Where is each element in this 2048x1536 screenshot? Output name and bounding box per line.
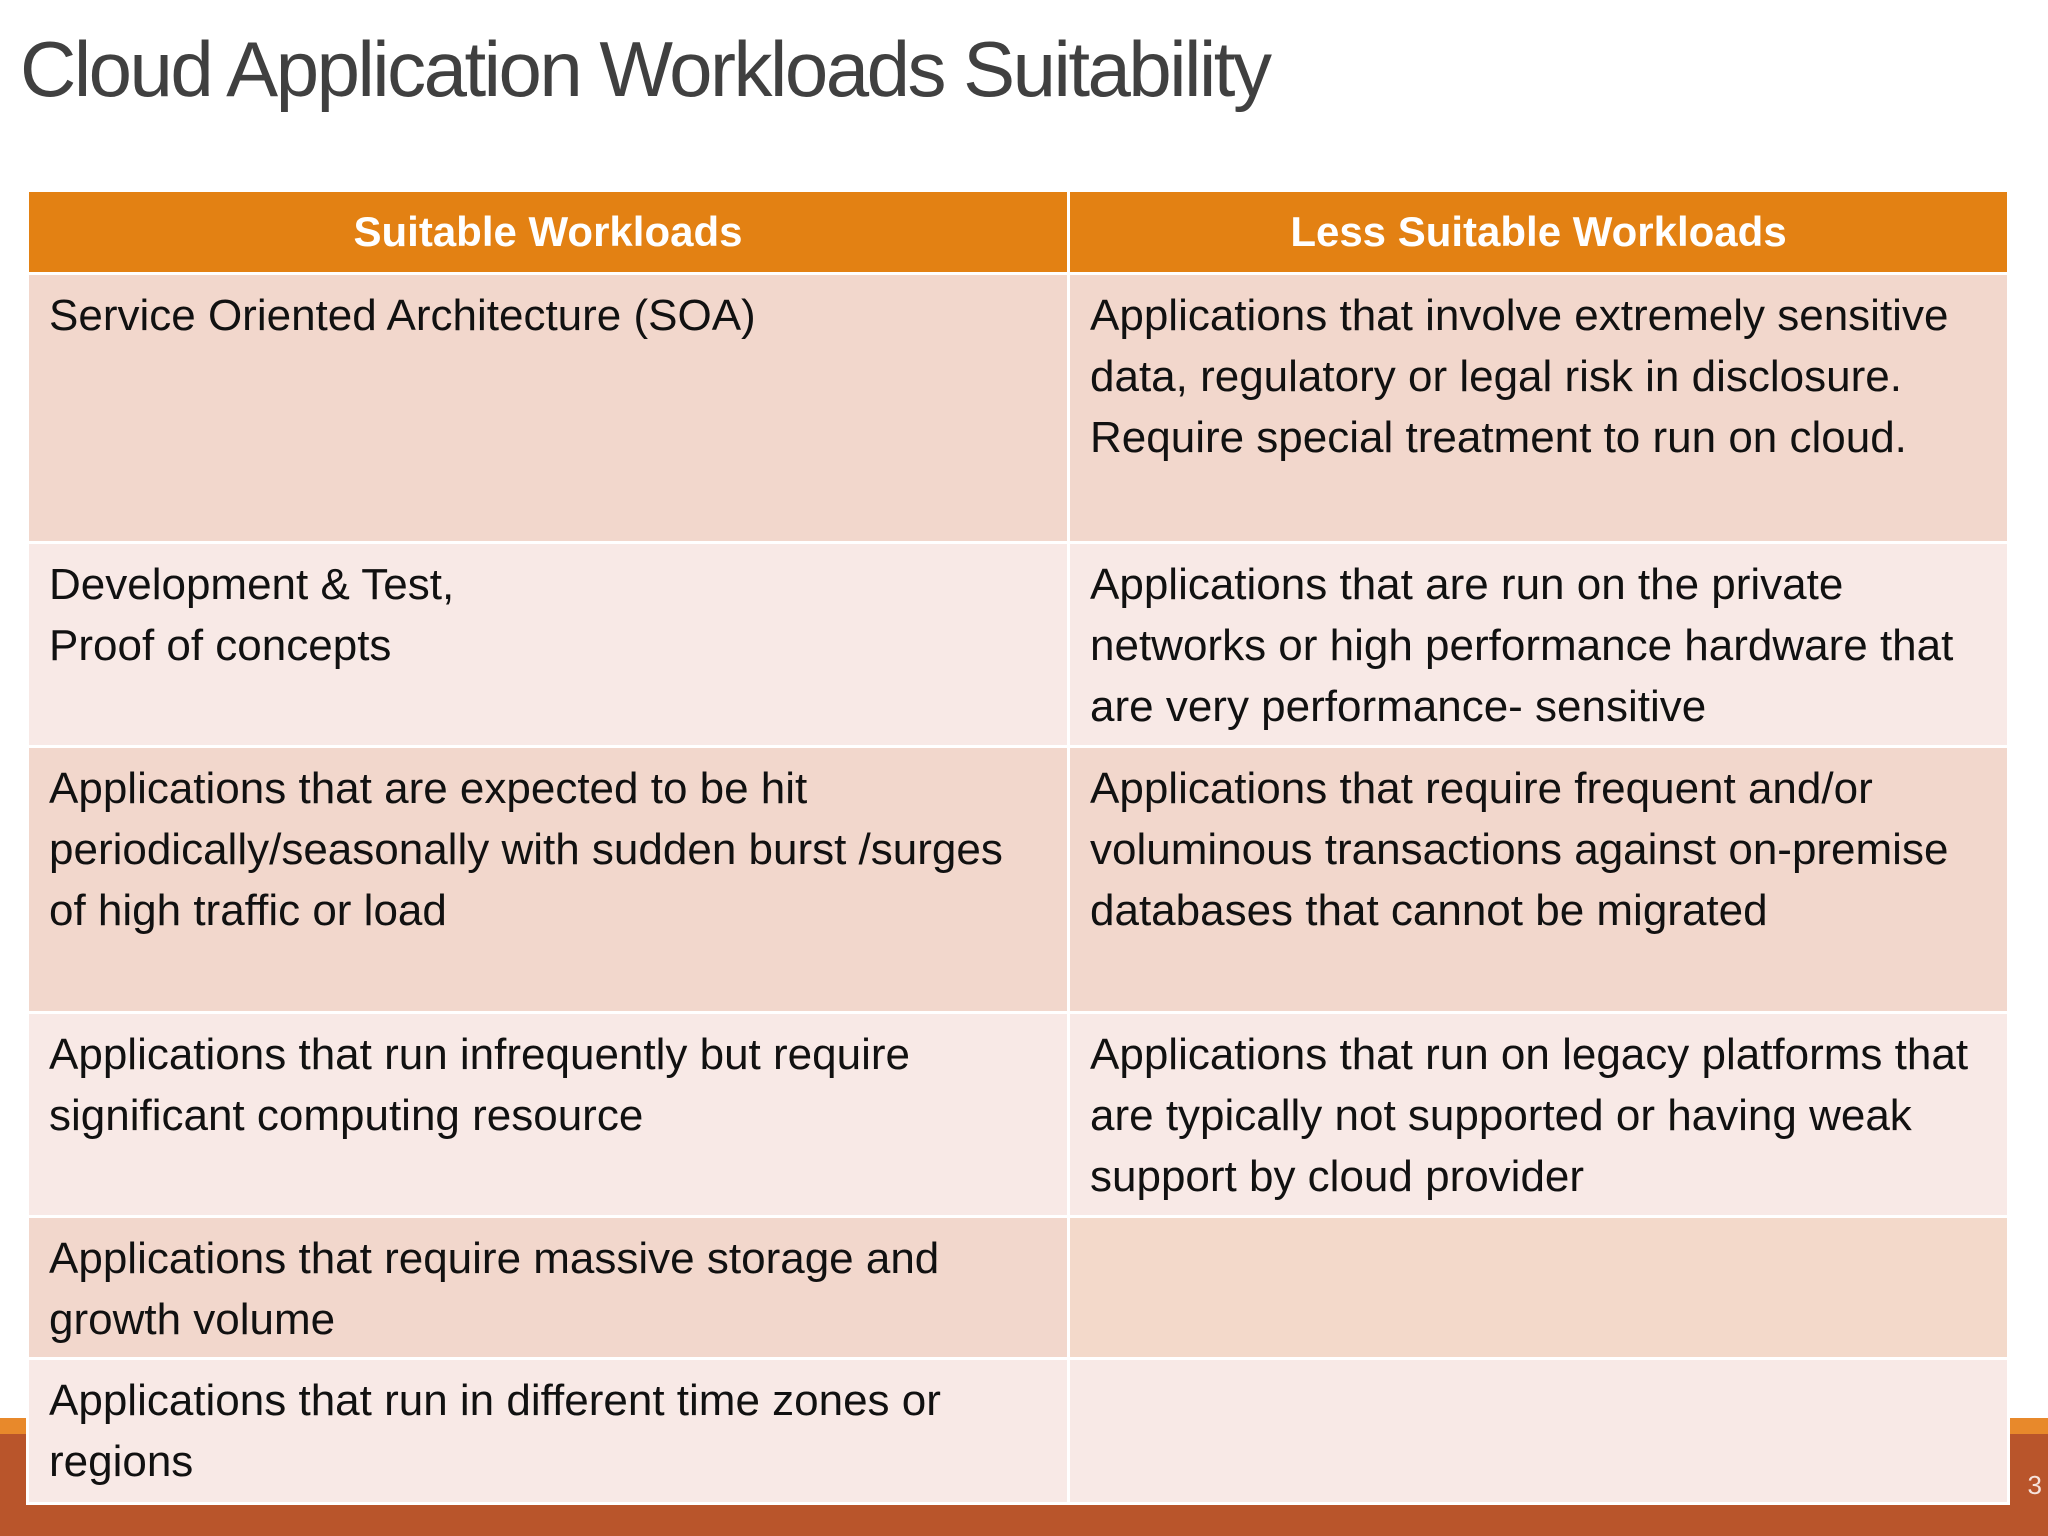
header-less-suitable-workloads: Less Suitable Workloads <box>1069 191 2009 274</box>
header-suitable-workloads: Suitable Workloads <box>28 191 1069 274</box>
table-row <box>28 1217 2009 1359</box>
workloads-table <box>26 189 2010 1505</box>
table-row <box>28 1013 2009 1217</box>
page-number: 3 <box>2027 1470 2042 1500</box>
suitable-cell <box>28 543 1069 747</box>
table-header-row <box>28 191 2009 274</box>
slide-title: Cloud Application Workloads Suitability <box>20 25 1270 113</box>
less-suitable-cell: Applications that run on legacy platforms that are typically not supported or having weak support by cloud provider <box>1069 1013 2009 1217</box>
suitable-cell-line: Development & Test, Proof of concepts <box>49 560 455 670</box>
table-row <box>28 543 2009 747</box>
table-row <box>28 274 2009 543</box>
less-suitable-cell: Applications that involve extremely sensitive data, regulatory or legal risk in disclosure. Require special treatment to run on cloud. <box>1069 274 2009 543</box>
less-suitable-cell-empty <box>1069 1359 2009 1504</box>
suitable-cell: Applications that are expected to be hit periodically/seasonally with sudden burst /surges of high traffic or load <box>28 747 1069 1013</box>
suitable-cell: Service Oriented Architecture (SOA) <box>28 274 1069 543</box>
less-suitable-cell: Applications that are run on the private networks or high performance hardware that are very performance- sensitive <box>1069 543 2009 747</box>
table-row <box>28 747 2009 1013</box>
suitable-cell: Applications that run in different time zones or regions <box>28 1359 1069 1504</box>
suitable-cell: Applications that run infrequently but require significant computing resource <box>28 1013 1069 1217</box>
less-suitable-cell: Applications that require frequent and/or voluminous transactions against on-premise databases that cannot be migrated <box>1069 747 2009 1013</box>
table-row <box>28 1359 2009 1504</box>
less-suitable-cell-empty <box>1069 1217 2009 1359</box>
suitable-cell: Applications that require massive storage and growth volume <box>28 1217 1069 1359</box>
